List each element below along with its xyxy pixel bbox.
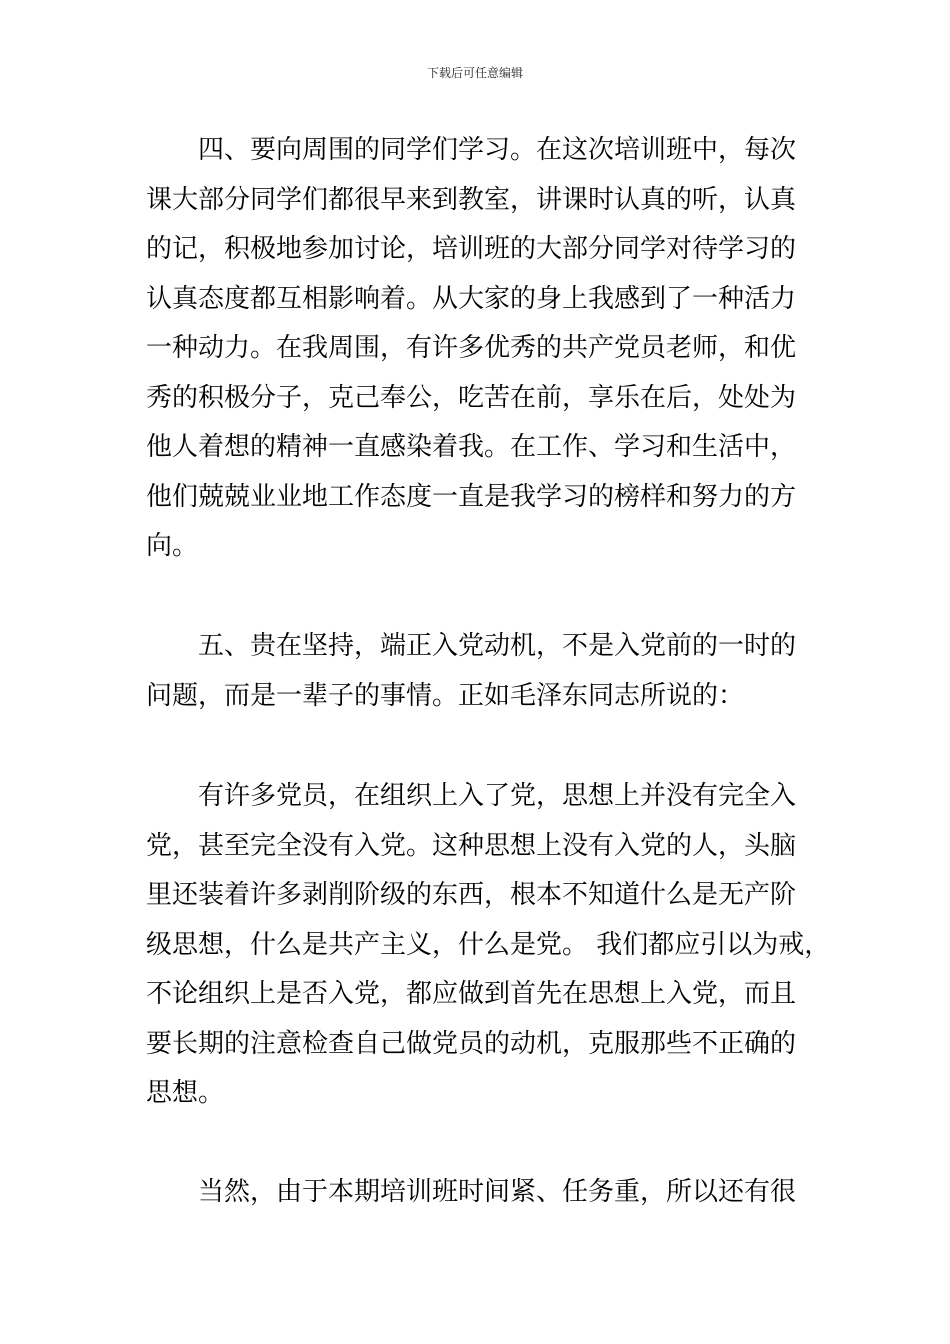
text-line: 课大部分同学们都很早来到教室，讲课时认真的听，认真 [146, 184, 797, 215]
paragraph-learn-from-classmates [146, 126, 826, 572]
text-line: 有许多党员，在组织上入了党，思想上并没有完全入 [198, 781, 797, 811]
text-line: 认真态度都互相影响着。从大家的身上我感到了一种活力 [146, 283, 797, 314]
text-line: 他人着想的精神一直感染着我。在工作、学习和生活中， [146, 432, 797, 462]
text-line: 要长期的注意检查自己做党员的动机，克服那些不正确的 [146, 1028, 797, 1059]
paragraph-conclusion [146, 1168, 826, 1218]
text-line: 四、要向周围的同学们学习。在这次培训班中，每次 [198, 135, 797, 165]
text-line: 当然，由于本期培训班时间紧、任务重，所以还有很 [198, 1177, 797, 1207]
paragraph-quote [146, 772, 831, 1119]
page-header: 下载后可任意编辑 [426, 66, 523, 80]
text-line: 问题，而是一辈子的事情。正如毛泽东同志所说的： [146, 680, 745, 711]
text-line: 一种动力。在我周围，有许多优秀的共产党员老师，和优 [146, 333, 797, 363]
text-line: 党，甚至完全没有入党。这种思想上没有入党的人，头脑 [146, 830, 797, 861]
text-line: 的记，积极地参加讨论，培训班的大部分同学对待学习的 [146, 234, 797, 264]
text-line: 秀的积极分子，克己奉公，吃苦在前，享乐在后，处处为 [146, 382, 797, 413]
text-line: 向。 [146, 531, 199, 561]
text-line: 五、贵在坚持，端正入党动机，不是入党前的一时的 [198, 631, 797, 661]
text-line: 思想。 [146, 1078, 225, 1108]
text-line: 他们兢兢业业地工作态度一直是我学习的榜样和努力的方 [146, 481, 797, 512]
text-line: 里还装着许多剥削阶级的东西，根本不知道什么是无产阶 [146, 880, 797, 910]
text-line: 级思想，什么是共产主义，什么是党。 我们都应引以为戒， [146, 929, 831, 960]
text-line: 不论组织上是否入党，都应做到首先在思想上入党，而且 [146, 979, 797, 1009]
paragraph-persistence [146, 622, 826, 721]
